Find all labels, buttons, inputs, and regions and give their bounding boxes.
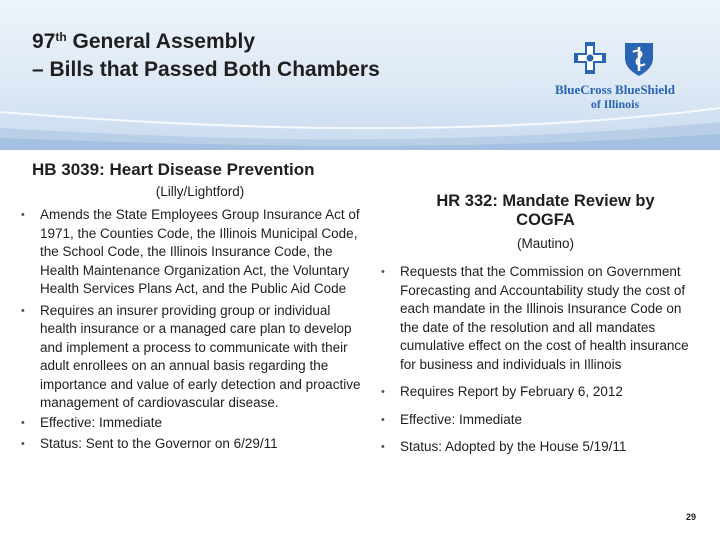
bcbs-logo (540, 40, 690, 130)
bullet-icon: • (21, 209, 25, 221)
slide-header (0, 0, 720, 150)
left-bullet-list (20, 206, 365, 454)
list-item: • Requires Report by February 6, 2012 (380, 383, 698, 402)
blue-shield-icon (622, 40, 656, 78)
bullet-icon: • (381, 266, 385, 278)
page-number: 29 (685, 512, 696, 522)
list-item: • Effective: Immediate (20, 414, 365, 433)
list-item: • Requests that the Commission on Government Forecasting and Accountability study the cost of each mandate in the Illinois Insurance Code on the date of the resolution and all mandates cumulative effect on the cost of health insurance for business and individuals in Illinois (381, 264, 689, 372)
bullet-icon: • (21, 438, 25, 450)
logo-name: BlueCross BlueShield (554, 82, 676, 97)
bullet-icon: • (381, 386, 385, 398)
slide-title (32, 28, 502, 84)
list-item: • Effective: Immediate (380, 411, 698, 430)
bullet-icon: • (21, 416, 25, 429)
right-bill-title: HR 332: Mandate Review by COGFA (436, 192, 655, 229)
bullet-icon: • (21, 304, 25, 317)
list-item: • Status: Adopted by the House 5/19/11 (380, 438, 698, 457)
blue-cross-icon (572, 40, 608, 76)
list-item: • Status: Sent to the Governor on 6/29/11 (20, 435, 365, 454)
bullet-icon: • (381, 441, 385, 453)
bullet-icon: • (381, 413, 385, 426)
slide-title-line1: 97th General Assembly (32, 30, 256, 53)
list-item: • Amends the State Employees Group Insurance Act of 1971, the Counties Code, the Illinois Municipal Code, the School Code, the Illinois Insurance Code, the Health Maintenance Organization Act, the Voluntary Health Services Plans Act, and the Public Aid Code (21, 207, 360, 296)
slide-title-line2: – Bills that Passed Both Chambers (32, 58, 380, 81)
left-bill-sponsors: (Lilly/Lightford) (155, 184, 245, 199)
logo-subtitle: of Illinois (590, 97, 640, 111)
right-bullet-list (380, 263, 698, 457)
left-bill-title: HB 3039: Heart Disease Prevention (32, 160, 315, 179)
list-item: • Requires an insurer providing group or individual health insurance or a managed care plan to develop and implement a process to communicate with their adult enrollees on an annual basis regarding the importance and value of early detection and proactive management of cardiovascular disease. (21, 302, 361, 410)
right-bill-sponsors: (Mautino) (516, 236, 575, 251)
